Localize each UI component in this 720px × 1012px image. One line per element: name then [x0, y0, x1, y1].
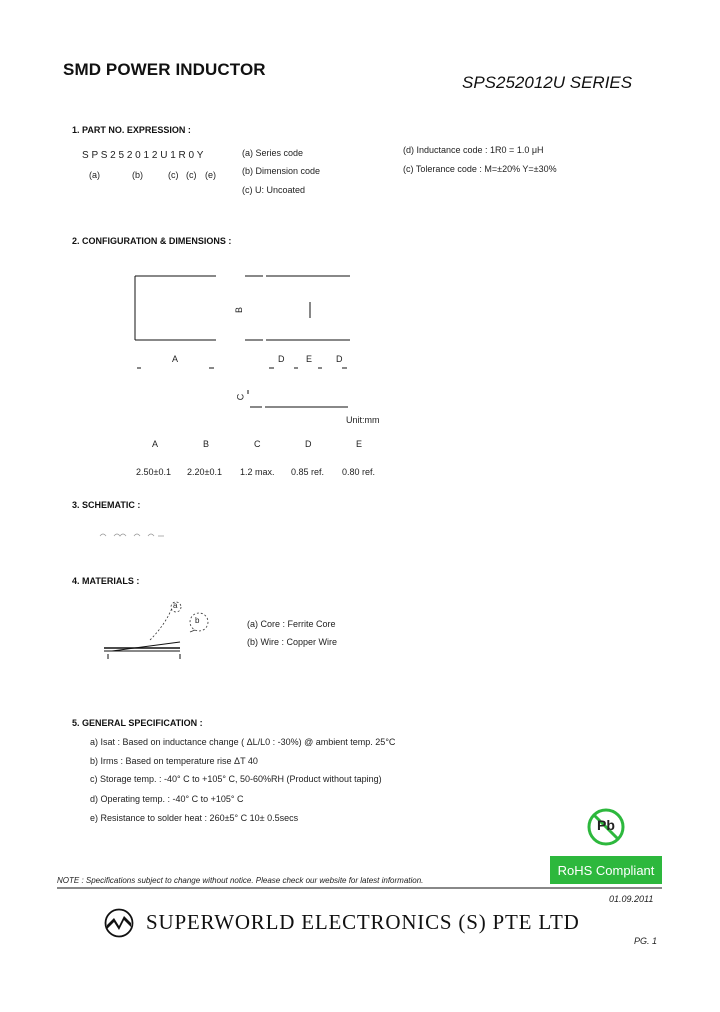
section-heading-schematic: 3. SCHEMATIC : — [72, 500, 141, 510]
footer-note: NOTE : Specifications subject to change without notice. Please check our website for latest information. — [57, 876, 424, 885]
code-label-b: (b) — [132, 170, 143, 180]
materials-label-b: b — [195, 616, 200, 625]
spec-storage-temp: c) Storage temp. : -40° C to +105° C, 50-60%RH (Product without taping) — [90, 774, 382, 784]
dim-table-header-a: A — [152, 439, 159, 449]
pb-symbol: Pb — [597, 817, 615, 833]
section-heading-part-no: 1. PART NO. EXPRESSION : — [72, 125, 191, 135]
note-inductance-code: (d) Inductance code : 1R0 = 1.0 μH — [403, 145, 544, 155]
section-heading-general-spec: 5. GENERAL SPECIFICATION : — [72, 718, 203, 728]
spec-operating-temp: d) Operating temp. : -40° C to +105° C — [90, 794, 244, 804]
dim-label-a: A — [172, 354, 179, 364]
dim-table-header-e: E — [356, 439, 363, 449]
unit-label: Unit:mm — [346, 415, 380, 425]
note-uncoated: (c) U: Uncoated — [242, 185, 306, 195]
dim-table-header-b: B — [203, 439, 210, 449]
code-label-e: (e) — [205, 170, 216, 180]
company-logo-icon — [104, 908, 134, 938]
dim-value-c: 1.2 max. — [240, 467, 275, 477]
dim-table-header-c: C — [254, 439, 261, 449]
part-number-code: S P S 2 5 2 0 1 2 U 1 R 0 Y — [82, 150, 204, 161]
document-title: SMD POWER INDUCTOR — [63, 60, 266, 79]
dim-table-header-d: D — [305, 439, 312, 449]
series-name: SPS252012U SERIES — [462, 73, 633, 92]
materials-leader-b — [190, 630, 195, 632]
material-wire: (b) Wire : Copper Wire — [247, 637, 338, 647]
footer-date: 01.09.2011 — [609, 894, 654, 904]
dim-label-b: B — [234, 306, 245, 314]
note-tolerance-code: (c) Tolerance code : M=±20% Y=±30% — [403, 164, 557, 174]
section-heading-configuration: 2. CONFIGURATION & DIMENSIONS : — [72, 236, 232, 246]
materials-label-a: a — [173, 601, 178, 610]
materials-core-slope — [112, 642, 180, 651]
dim-label-c: C — [235, 393, 246, 401]
schematic-coil-symbol — [100, 534, 164, 536]
page-number: PG. 1 — [634, 936, 658, 946]
dim-value-b: 2.20±0.1 — [187, 467, 222, 477]
section-heading-materials: 4. MATERIALS : — [72, 576, 140, 586]
dim-value-d: 0.85 ref. — [291, 467, 325, 477]
dim-label-d-right: D — [336, 354, 343, 364]
code-label-d: (c) — [186, 170, 197, 180]
spec-irms: b) Irms : Based on temperature rise ΔT 40 — [90, 756, 258, 766]
material-core: (a) Core : Ferrite Core — [247, 619, 336, 629]
dim-value-e: 0.80 ref. — [342, 467, 376, 477]
spec-isat: a) Isat : Based on inductance change ( ΔL/L0 : -30%) @ ambient temp. 25°C — [90, 737, 396, 747]
materials-leader-a — [150, 608, 172, 640]
spec-solder-heat: e) Resistance to solder heat : 260±5° C 10± 0.5secs — [90, 813, 299, 823]
code-label-a: (a) — [89, 170, 100, 180]
dim-label-e: E — [306, 354, 313, 364]
dim-label-d-left: D — [278, 354, 285, 364]
dim-value-a: 2.50±0.1 — [136, 467, 171, 477]
note-dimension-code: (b) Dimension code — [242, 166, 321, 176]
company-name: SUPERWORLD ELECTRONICS (S) PTE LTD — [146, 910, 580, 934]
code-label-c: (c) — [168, 170, 179, 180]
pb-free-icon — [586, 807, 626, 847]
rohs-compliant-badge: RoHS Compliant — [550, 856, 662, 884]
note-series-code: (a) Series code — [242, 148, 304, 158]
